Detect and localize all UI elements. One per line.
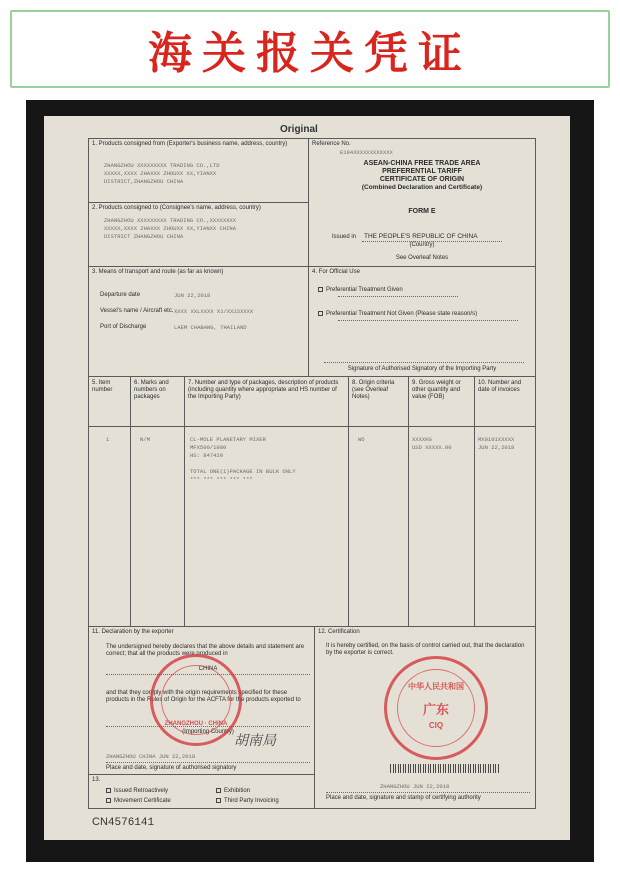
box1-label: 1. Products consigned from (Exporter's business name, address, country) [92,141,288,147]
item-desc-line: CL-MOLE PLANETARY MIXER [190,436,266,443]
box12-label: 12. Certification [318,629,360,635]
form-label: FORM E [408,208,436,215]
reference-value: E184XXXXXXXXXXXX [340,149,393,156]
column-header: 10. Number and date of invoices [478,380,522,393]
exporter-line: ZHANGZHOU XXXXXXXXX TRADING CO.,LTD [104,162,220,169]
option-third-party-invoicing: Third Party Invoicing [216,798,279,805]
title-line: (Combined Declaration and Certificate) [361,184,483,191]
checkbox [106,788,111,793]
port-label: Port of Discharge [100,324,147,330]
banner [10,10,610,88]
item-desc-line: HS: 847420 [190,452,224,459]
item-number: 1 [106,436,110,443]
country-label: (Country) [409,242,435,248]
importing-country-label: (Importing Country) [182,729,234,735]
exporter-stamp: ZHANGZHOU · CHINA [150,654,242,746]
issued-value: THE PEOPLE'S REPUBLIC OF CHINA [364,233,478,240]
barcode [390,764,500,773]
certificate-document [44,116,570,840]
treatment-not-given: Preferential Treatment Not Given (Please state reason/s) [318,311,477,318]
item-desc-line: *** *** *** *** *** [190,476,253,483]
exporter-line: XXXXX,XXXX ZHAXXX ZHOUXX XX,YIANXX [104,170,217,177]
item-marks: N/M [140,436,150,443]
treatment-given: Preferential Treatment Given [318,287,403,294]
box13-label: 13. [92,777,101,783]
column-header: 7. Number and type of packages, description of products (including quantity where appropriate and HS number of the Importing Party) [188,380,339,400]
departure-value: JUN 22,2018 [174,292,211,299]
issued-label: Issued in [332,234,357,240]
checkbox [216,788,221,793]
box4-label: 4. For Official Use [312,269,360,275]
certifier-place-label: Place and date, signature and stamp of certifying authority [326,795,481,801]
checkbox [106,798,111,803]
departure-label: Departure date [100,292,141,298]
certifier-place-date: ZHANGZHOU JUN 22,2018 [380,783,450,790]
exporter-line: DISTRICT,ZHANGZHOU CHINA [104,178,184,185]
consignee-line: ZHANGZHOU XXXXXXXXX TRADING CO.,XXXXXXXX [104,217,237,224]
title-line: PREFERENTIAL TARIFF [382,168,462,175]
declaration-text2: and that they comply with the origin requirements specified for these products in the Rules of Origin for the ACFTA for the products exported to [106,690,301,703]
exporter-signature: 胡南局 [234,733,276,749]
checkbox [318,311,323,316]
item-weight: XXXXKG [412,436,432,443]
checkbox [318,287,323,292]
overleaf-notes: See Overleaf Notes [395,255,449,261]
item-origin: WO [358,436,365,443]
option-issued-retroactively: Issued Retroactively [106,788,168,795]
vessel-label: Vessel's name / Aircraft etc. [100,308,174,314]
title-line: ASEAN-CHINA FREE TRADE AREA [363,160,481,167]
box2-label: 2. Products consigned to (Consignee's name, address, country) [92,205,261,211]
item-desc-line: TOTAL ONE(1)PACKAGE IN BULK ONLY [190,468,296,475]
banner-title: 海关报关凭证 [148,28,472,79]
item-desc-line: MFX500/1000 [190,444,227,451]
consignee-line: XXXXX,XXXX ZHAXXX ZHOUXX XX,YIANXX CHINA [104,225,237,232]
declaration-text1: The undersigned hereby declares that the above details and statement are correct; that all the products were produced in [106,644,305,657]
item-invoice-date: JUN 22,2018 [478,444,515,451]
certification-stamp: 中华人民共和国 广东 CIQ [384,656,488,760]
reference-label: Reference No. [312,141,351,147]
column-header: 9. Gross weight or other quantity and value (FOB) [412,380,461,400]
exporter-place-label: Place and date, signature of authorised signatory [106,765,237,771]
column-header: 5. Item number [92,380,113,393]
item-invoice: MX0101XXXXX [478,436,515,443]
certification-text: It is hereby certified, on the basis of control carried out, that the declaration by the exporter is correct. [326,643,525,656]
option-movement-certificate: Movement Certificate [106,798,171,805]
box11-label: 11. Declaration by the exporter [92,629,174,635]
option-exhibition: Exhibition [216,788,250,795]
box4-signature-label: Signature of Authorised Signatory of the Importing Party [347,366,497,372]
column-header: 6. Marks and numbers on packages [134,380,169,400]
consignee-line: DISTRICT ZHANGZHOU CHINA [104,233,184,240]
title-line: CERTIFICATE OF ORIGIN [379,176,465,183]
port-value: LAEM CHABANG, THAILAND [174,324,247,331]
checkbox [216,798,221,803]
box3-label: 3. Means of transport and route (as far as known) [92,269,224,275]
produced-country: CHINA [198,666,218,672]
original-label: Original [280,124,318,135]
serial-number: CN4576141 [92,816,155,829]
vessel-value: XXXX XXLXXXX X1/XX1SXXXX [174,308,254,315]
item-value: USD XXXXX.00 [412,444,452,451]
column-header: 8. Origin criteria (see Overleaf Notes) [352,380,395,400]
exporter-place-date: ZHANGZHOU CHINA JUN 22,2018 [106,753,196,760]
